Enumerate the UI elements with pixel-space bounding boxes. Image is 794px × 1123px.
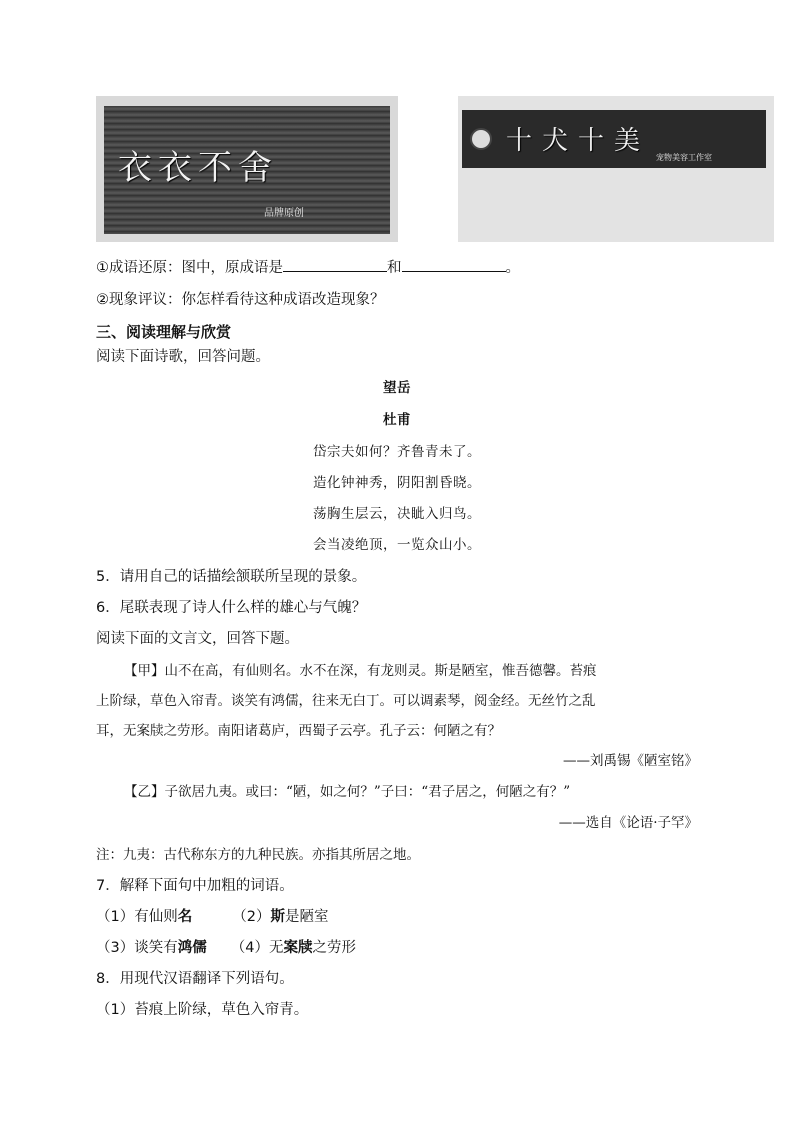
q-restore-idiom [96,256,520,277]
q7-item-4-text: 之劳形 [312,940,356,956]
q-comment: ②现象评议：你怎样看待这种成语改造现象？ [96,292,385,308]
jia-line-3: 耳，无案牍之劳形。南阳诸葛庐，西蜀子云亭。孔子云：何陋之有？ [96,723,501,739]
poem-line-1: 岱宗夫如何？齐鲁青未了。 [313,444,481,460]
sign-sub-text: 品牌原创 [264,208,304,219]
q-restore-end: 。 [505,260,520,276]
q7-items-row-1 [96,905,328,926]
q7-item-2-bold: 斯 [270,909,285,925]
poem-line-4: 会当凌绝顶，一览众山小。 [313,537,481,553]
sign-photos [96,96,776,242]
question-6: 6．尾联表现了诗人什么样的雄心与气魄？ [96,600,367,616]
answer-blank-2[interactable] [402,257,506,272]
q7-item-4-num: （4）无 [230,940,284,956]
yi-line-1: 【乙】子欲居九夷。或曰：“陋，如之何？”子曰：“君子居之，何陋之有？” [124,784,571,800]
q7-item-4-bold: 案牍 [283,940,313,956]
q7-item-2-num: （2） [232,909,271,925]
question-5: 5．请用自己的话描绘颔联所呈现的景象。 [96,569,367,585]
q7-item-3-text: （3）谈笑有 [96,940,178,956]
sign-main-text: 十犬十美 [506,126,651,156]
sign-main-text: 衣衣不舍 [118,148,278,188]
section3-title: 三、阅读理解与欣赏 [96,323,232,341]
sign-sub-text: 宠物美容工作室 [656,153,712,162]
q7-item-2-text: 是陋室 [284,909,329,925]
photo-sign-shiquanshimei [458,96,774,242]
q7-item-1-bold: 名 [177,909,193,925]
poem-line-2: 造化钟神秀，阴阳割昏晓。 [313,475,481,491]
q7-item-3-bold: 鸿儒 [177,940,207,956]
question-7: 7．解释下面句中加粗的词语。 [96,878,294,894]
jia-line-2: 上阶绿，草色入帘青。谈笑有鸿儒，往来无白丁。可以调素琴，阅金经。无丝竹之乱 [96,693,596,709]
poem-line-3: 荡胸生层云，决眦入归鸟。 [313,506,481,522]
jia-source: ——刘禹锡《陋室铭》 [563,753,698,769]
photo-sign-yiyibushe [96,96,398,242]
question-8: 8．用现代汉语翻译下列语句。 [96,971,294,987]
poem-intro: 阅读下面诗歌，回答问题。 [96,349,270,365]
jia-line-1: 【甲】山不在高，有仙则名。水不在深，有龙则灵。斯是陋室，惟吾德馨。苔痕 [124,663,597,679]
shop-logo-icon [470,128,492,150]
q7-item-1-text: （1）有仙则 [96,909,178,925]
classical-intro: 阅读下面的文言文，回答下题。 [96,631,299,647]
answer-blank-1[interactable] [283,257,387,272]
poem-title: 望岳 [383,380,411,396]
yi-source: ——选自《论语·子罕》 [558,815,698,831]
q8-item-1: （1）苔痕上阶绿，草色入帘青。 [96,1002,309,1018]
q-restore-and: 和 [387,260,402,276]
q-restore-text: ①成语还原：图中，原成语是 [96,260,283,276]
poem-author: 杜甫 [383,412,411,428]
note: 注：九夷：古代称东方的九种民族。亦指其所居之地。 [96,847,420,863]
q7-items-row-2 [96,936,356,957]
